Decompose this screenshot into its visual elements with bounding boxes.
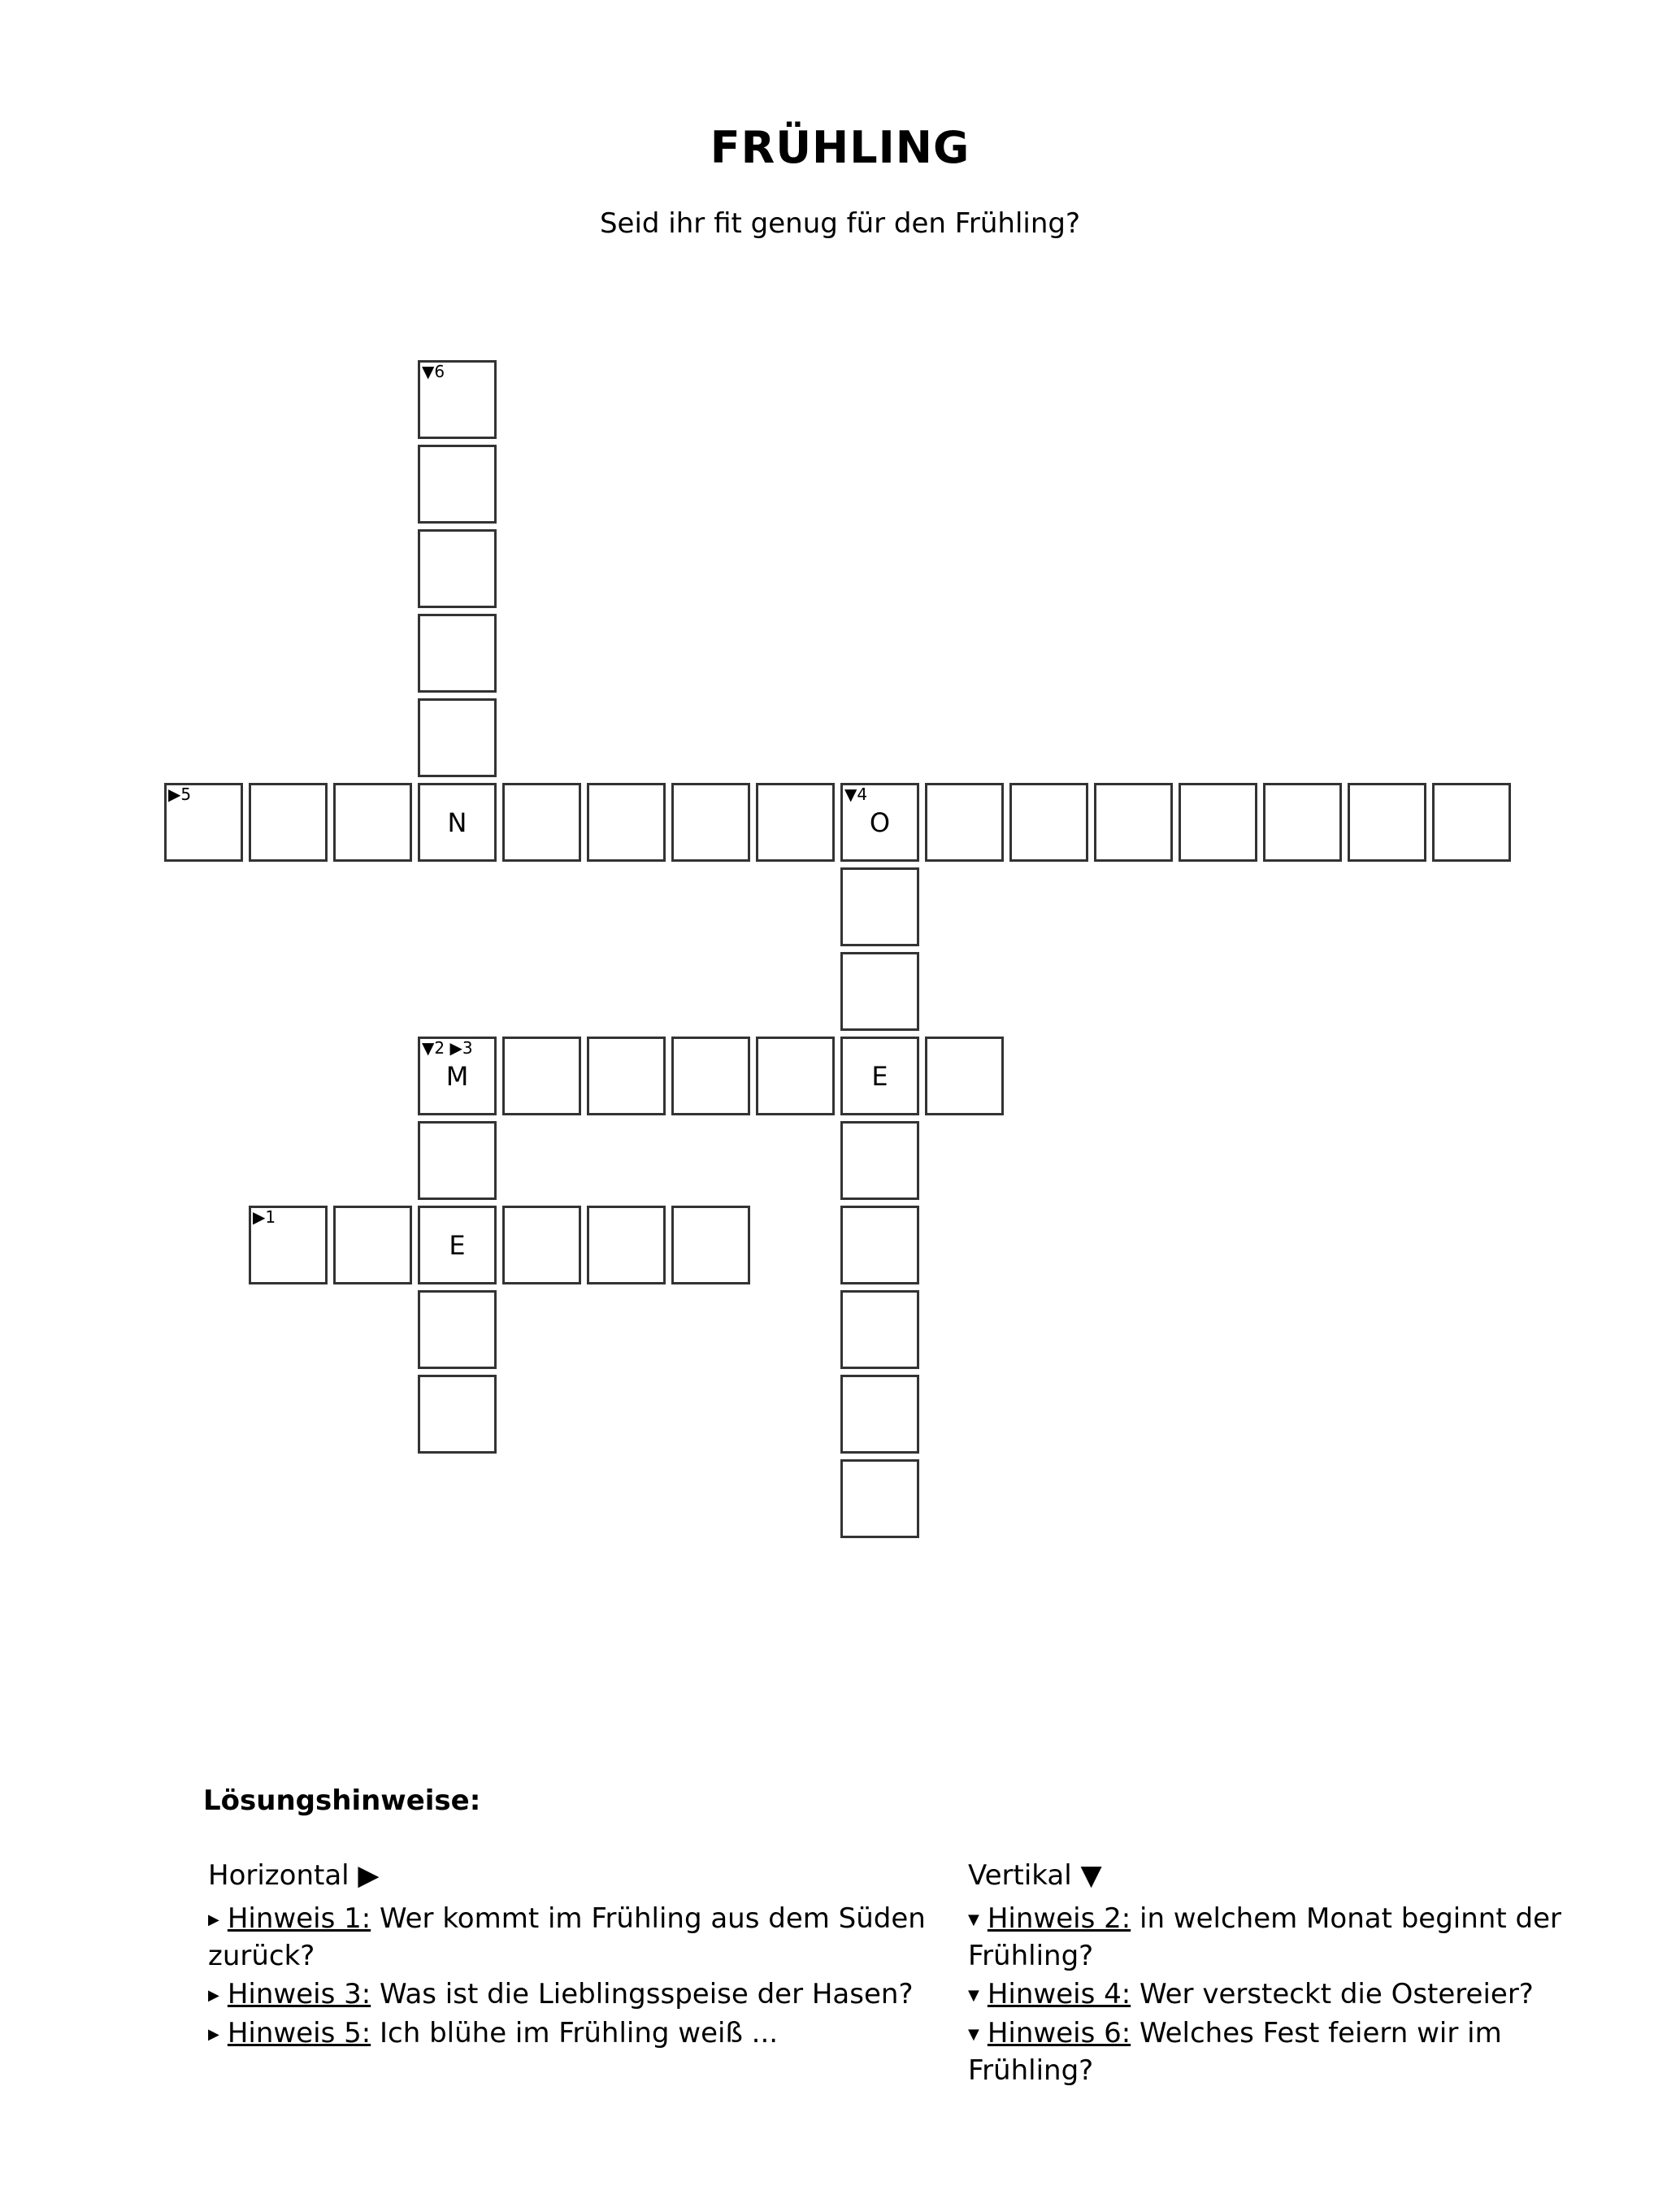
crossword-cell[interactable] [418, 1206, 497, 1284]
crossword-cell[interactable] [418, 360, 497, 439]
cell-letter [843, 870, 917, 944]
crossword-cell[interactable] [418, 445, 497, 524]
cell-letter [758, 785, 832, 859]
cell-letter [674, 785, 748, 859]
cell-letter [758, 1039, 832, 1113]
clue-number: ▼6 [422, 362, 445, 381]
hint-label: Hinweis 2: [987, 1902, 1131, 1935]
crossword-cell[interactable] [164, 783, 243, 862]
hint-text: Wer kommt im Frühling aus dem Süden zurück? [208, 1902, 926, 1972]
crossword-cell[interactable] [840, 1459, 919, 1538]
horizontal-hints [208, 1858, 956, 2054]
crossword-cell[interactable] [840, 1121, 919, 1200]
arrow-down-icon: ▼ [968, 2026, 979, 2043]
hint-4 [968, 1976, 1602, 2014]
crossword-cell[interactable] [418, 614, 497, 693]
crossword-cell[interactable] [418, 529, 497, 608]
cell-letter [505, 1208, 579, 1282]
crossword-cell[interactable] [333, 1206, 412, 1284]
crossword-cell[interactable] [1009, 783, 1088, 862]
crossword-cell[interactable] [249, 783, 328, 862]
crossword-cell[interactable] [671, 783, 750, 862]
hint-1 [208, 1901, 956, 1975]
cell-letter: E [871, 1060, 888, 1092]
hints-heading: Lösungshinweise: [203, 1784, 481, 1817]
cell-letter [843, 1377, 917, 1451]
clue-number: ▶1 [253, 1207, 276, 1227]
crossword-cell[interactable] [502, 1206, 581, 1284]
crossword-cell[interactable] [418, 1037, 497, 1115]
hint-label: Hinweis 3: [227, 1978, 371, 2010]
crossword-cell[interactable] [671, 1206, 750, 1284]
crossword-cell[interactable] [756, 1037, 835, 1115]
hint-text: Welches Fest feiern wir im Frühling? [968, 2017, 1502, 2087]
page-title: FRÜHLING [710, 122, 970, 173]
crossword-cell[interactable] [249, 1206, 328, 1284]
crossword-cell[interactable] [671, 1037, 750, 1115]
cell-letter [1350, 785, 1424, 859]
hint-5 [208, 2015, 956, 2053]
vertical-heading: Vertikal ▼ [968, 1859, 1102, 1892]
crossword-cell[interactable] [840, 952, 919, 1031]
cell-letter [1012, 785, 1086, 859]
crossword-cell[interactable] [1263, 783, 1342, 862]
vertical-hints [968, 1858, 1602, 2091]
cell-letter [674, 1208, 748, 1282]
cell-letter [505, 785, 579, 859]
crossword-cell[interactable] [418, 698, 497, 777]
cell-letter: M [445, 1060, 469, 1092]
hint-text: Ich blühe im Frühling weiß ... [371, 2017, 779, 2049]
hint-label: Hinweis 1: [227, 1902, 371, 1935]
cell-letter [843, 1293, 917, 1367]
cell-letter [251, 785, 325, 859]
crossword-cell[interactable] [502, 1037, 581, 1115]
crossword-cell[interactable] [1179, 783, 1257, 862]
crossword-cell[interactable] [502, 783, 581, 862]
cell-letter [251, 1208, 325, 1282]
cell-letter [420, 616, 494, 690]
cell-letter [843, 1462, 917, 1536]
cell-letter [843, 954, 917, 1028]
hint-text: Was ist die Lieblingsspeise der Hasen? [371, 1978, 914, 2010]
crossword-cell[interactable] [1094, 783, 1173, 862]
cell-letter [420, 447, 494, 521]
cell-letter [927, 785, 1001, 859]
horizontal-heading: Horizontal ▶ [208, 1859, 380, 1892]
crossword-cell[interactable] [840, 1290, 919, 1369]
cell-letter [1096, 785, 1170, 859]
crossword-cell[interactable] [840, 1375, 919, 1454]
hint-2 [968, 1901, 1602, 1975]
cell-letter [843, 1208, 917, 1282]
crossword-cell[interactable] [756, 783, 835, 862]
arrow-right-icon: ▶ [208, 2026, 219, 2043]
cell-letter [420, 532, 494, 606]
hint-label: Hinweis 4: [987, 1978, 1131, 2010]
crossword-cell[interactable] [418, 1290, 497, 1369]
cell-letter [336, 785, 410, 859]
cell-letter [589, 1208, 663, 1282]
clue-number: ▼4 [844, 785, 868, 804]
cell-letter [1435, 785, 1509, 859]
crossword-cell[interactable] [840, 1037, 919, 1115]
crossword-cell[interactable] [587, 783, 666, 862]
cell-letter [420, 363, 494, 437]
cell-letter [505, 1039, 579, 1113]
hint-label: Hinweis 6: [987, 2017, 1131, 2049]
crossword-cell[interactable] [418, 783, 497, 862]
clue-number: ▼2 ▶3 [422, 1038, 473, 1058]
crossword-cell[interactable] [925, 783, 1004, 862]
crossword-cell[interactable] [333, 783, 412, 862]
hint-3 [208, 1976, 956, 2014]
cell-letter: N [447, 806, 467, 838]
cell-letter [589, 785, 663, 859]
cell-letter [420, 1124, 494, 1197]
crossword-cell[interactable] [925, 1037, 1004, 1115]
cell-letter [420, 1377, 494, 1451]
crossword-cell[interactable] [840, 867, 919, 946]
cell-letter [420, 1293, 494, 1367]
cell-letter [1181, 785, 1255, 859]
crossword-cell[interactable] [840, 1206, 919, 1284]
cell-letter: O [869, 806, 891, 838]
arrow-right-icon: ▶ [208, 1911, 219, 1928]
crossword-cell[interactable] [1348, 783, 1426, 862]
cell-letter [167, 785, 241, 859]
hint-6 [968, 2015, 1602, 2089]
arrow-down-icon: ▼ [968, 1987, 979, 2004]
cell-letter [674, 1039, 748, 1113]
crossword-cell[interactable] [418, 1121, 497, 1200]
crossword-cell[interactable] [418, 1375, 497, 1454]
crossword-cell[interactable] [587, 1206, 666, 1284]
arrow-down-icon: ▼ [968, 1911, 979, 1928]
cell-letter [589, 1039, 663, 1113]
cell-letter [927, 1039, 1001, 1113]
crossword-cell[interactable] [1432, 783, 1511, 862]
hint-label: Hinweis 5: [227, 2017, 371, 2049]
page-subtitle: Seid ihr fit genug für den Frühling? [599, 207, 1081, 240]
cell-letter [420, 701, 494, 775]
hint-text: Wer versteckt die Ostereier? [1131, 1978, 1534, 2010]
cell-letter [1265, 785, 1339, 859]
crossword-cell[interactable] [587, 1037, 666, 1115]
arrow-right-icon: ▶ [208, 1987, 219, 2004]
cell-letter [843, 1124, 917, 1197]
clue-number: ▶5 [168, 785, 192, 804]
cell-letter [336, 1208, 410, 1282]
hint-text: in welchem Monat beginnt der Frühling? [968, 1902, 1561, 1972]
cell-letter: E [449, 1229, 466, 1261]
crossword-cell[interactable] [840, 783, 919, 862]
